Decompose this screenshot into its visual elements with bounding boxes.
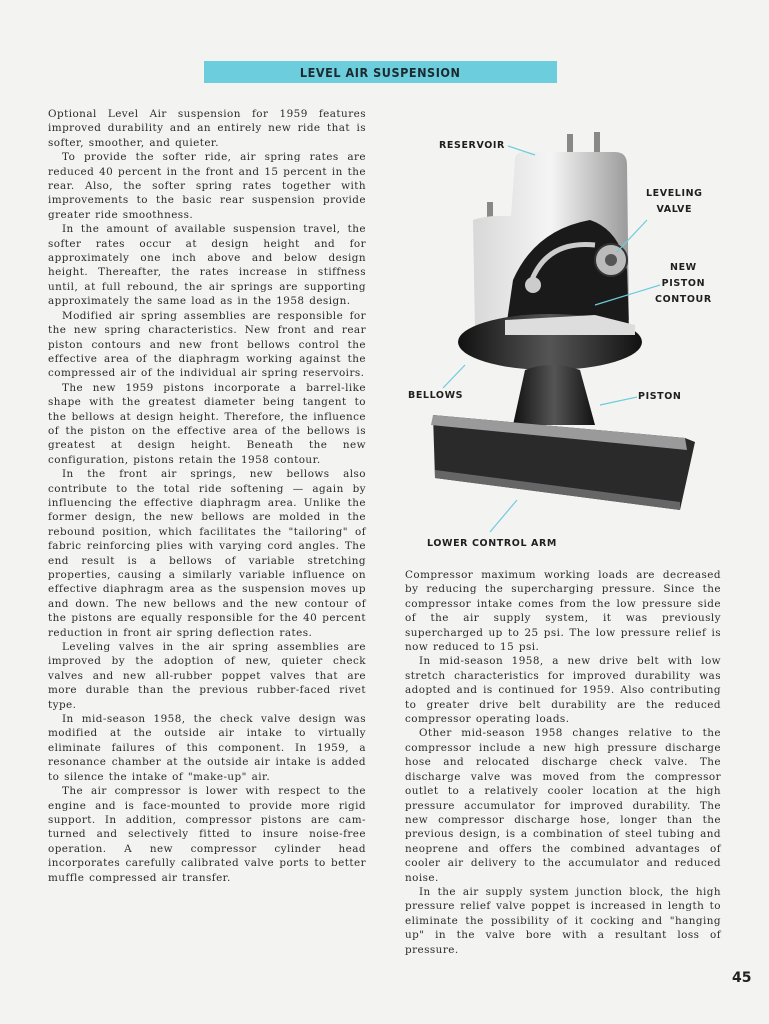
page-number: 45 <box>732 970 752 986</box>
paragraph: In the air supply system junction block, the high pressure relief valve poppet is increased in length to eliminate the possibility of it cocking and "hanging up" in the valve bore with a resultant loss of pressure. <box>405 885 721 956</box>
label-leveling-valve <box>646 186 703 218</box>
paragraph: In the amount of available suspension travel, the softer rates occur at design height and for approximately one inch above and below design height. Thereafter, the rates increase in stiffness until, at full rebound, the air springs are supporting approximately the same load as in the 1958 design. <box>48 223 366 308</box>
paragraph: Modified air spring assemblies are responsible for the new spring characteristics. New front and rear piston contours and new front bellows control the effective area of the diaphragm working against the compressed air of the individual air spring reservoirs. <box>48 309 366 380</box>
paragraph: In the front air springs, new bellows also contribute to the total ride softening — again by influencing the effective diaphragm area. Unlike the former design, the new bellows are molded in the rebound position, which facilitates the "tailoring" of fabric reinforcing plies with varying cord angles. The end result is a bellows of variable stretching properties, causing a similarly variable influence on effective diaphragm area as the suspension moves up and down. The new bellows and the new contour of the pistons are equally responsible for the 40 percent reduction in front air spring deflection rates. <box>48 468 366 639</box>
label-line: VALVE <box>656 204 693 215</box>
paragraph: The air compressor is lower with respect to the engine and is face-mounted to provide more rigid support. In addition, compressor pistons are cam-turned and selectively fitted to insure noise-free operation. A new compressor cylinder head incorporates carefully calibrated valve ports to better muffle compressed air transfer. <box>48 785 366 884</box>
label-lower-control-arm: LOWER CONTROL ARM <box>427 538 557 549</box>
label-bellows: BELLOWS <box>408 390 464 401</box>
label-line: PISTON <box>661 278 706 289</box>
section-title: LEVEL AIR SUSPENSION <box>300 64 461 80</box>
label-reservoir: RESERVOIR <box>439 140 505 151</box>
paragraph: Compressor maximum working loads are decreased by reducing the supercharging pressure. Since the compressor intake comes from the low pressure side of the air supply system, it was previously supercharged up to 25 psi. The low pressure relief is now reduced to 15 psi. <box>405 569 721 654</box>
left-column <box>48 107 366 885</box>
paragraph: Leveling valves in the air spring assemblies are improved by the adoption of new, quieter check valves and new all-rubber poppet valves that are more durable than the previous rubber-faced rivet type. <box>48 641 366 711</box>
right-column <box>405 568 721 957</box>
label-piston: PISTON <box>638 391 682 402</box>
paragraph: In mid-season 1958, the check valve design was modified at the outside air intake to virtually eliminate failures of this component. In 1959, a resonance chamber at the outside air intake is added to silence the intake of "make-up" air. <box>48 713 366 783</box>
paragraph: Other mid-season 1958 changes relative to the compressor include a new high pressure discharge hose and relocated discharge check valve. The discharge valve was moved from the compressor outlet to a relatively cooler location at the high pressure accumulator for improved durability. The new compressor discharge hose, longer than the previous design, is a combination of steel tubing and neoprene and offers the combined advantages of cooler air delivery to the accumulator and reduced noise. <box>405 727 721 884</box>
air-spring-illustration <box>405 120 725 560</box>
label-line: CONTOUR <box>655 294 712 305</box>
paragraph: To provide the softer ride, air spring rates are reduced 40 percent in the front and 15 percent in the rear. Also, the softer spring rates together with improvements to the basic rear suspension provide greater ride smoothness. <box>48 151 366 221</box>
paragraph: The new 1959 pistons incorporate a barrel-like shape with the greatest diameter being tangent to the bellows at design height. Therefore, the influence of the piston on the effective area of the bellows is greatest at design height. Beneath the new configuration, pistons retain the 1958 contour. <box>48 381 366 466</box>
paragraph: In mid-season 1958, a new drive belt with low stretch characteristics for improved durability was adopted and is continued for 1959. Also contributing to greater drive belt durability are the reduced compressor operating loads. <box>405 655 721 726</box>
paragraph: Optional Level Air suspension for 1959 features improved durability and an entirely new ride that is softer, smoother, and quieter. <box>48 108 366 149</box>
section-title-bar <box>204 61 557 83</box>
label-line: LEVELING <box>646 188 703 199</box>
label-line: NEW <box>670 262 697 273</box>
label-new-piston-contour <box>655 260 712 308</box>
